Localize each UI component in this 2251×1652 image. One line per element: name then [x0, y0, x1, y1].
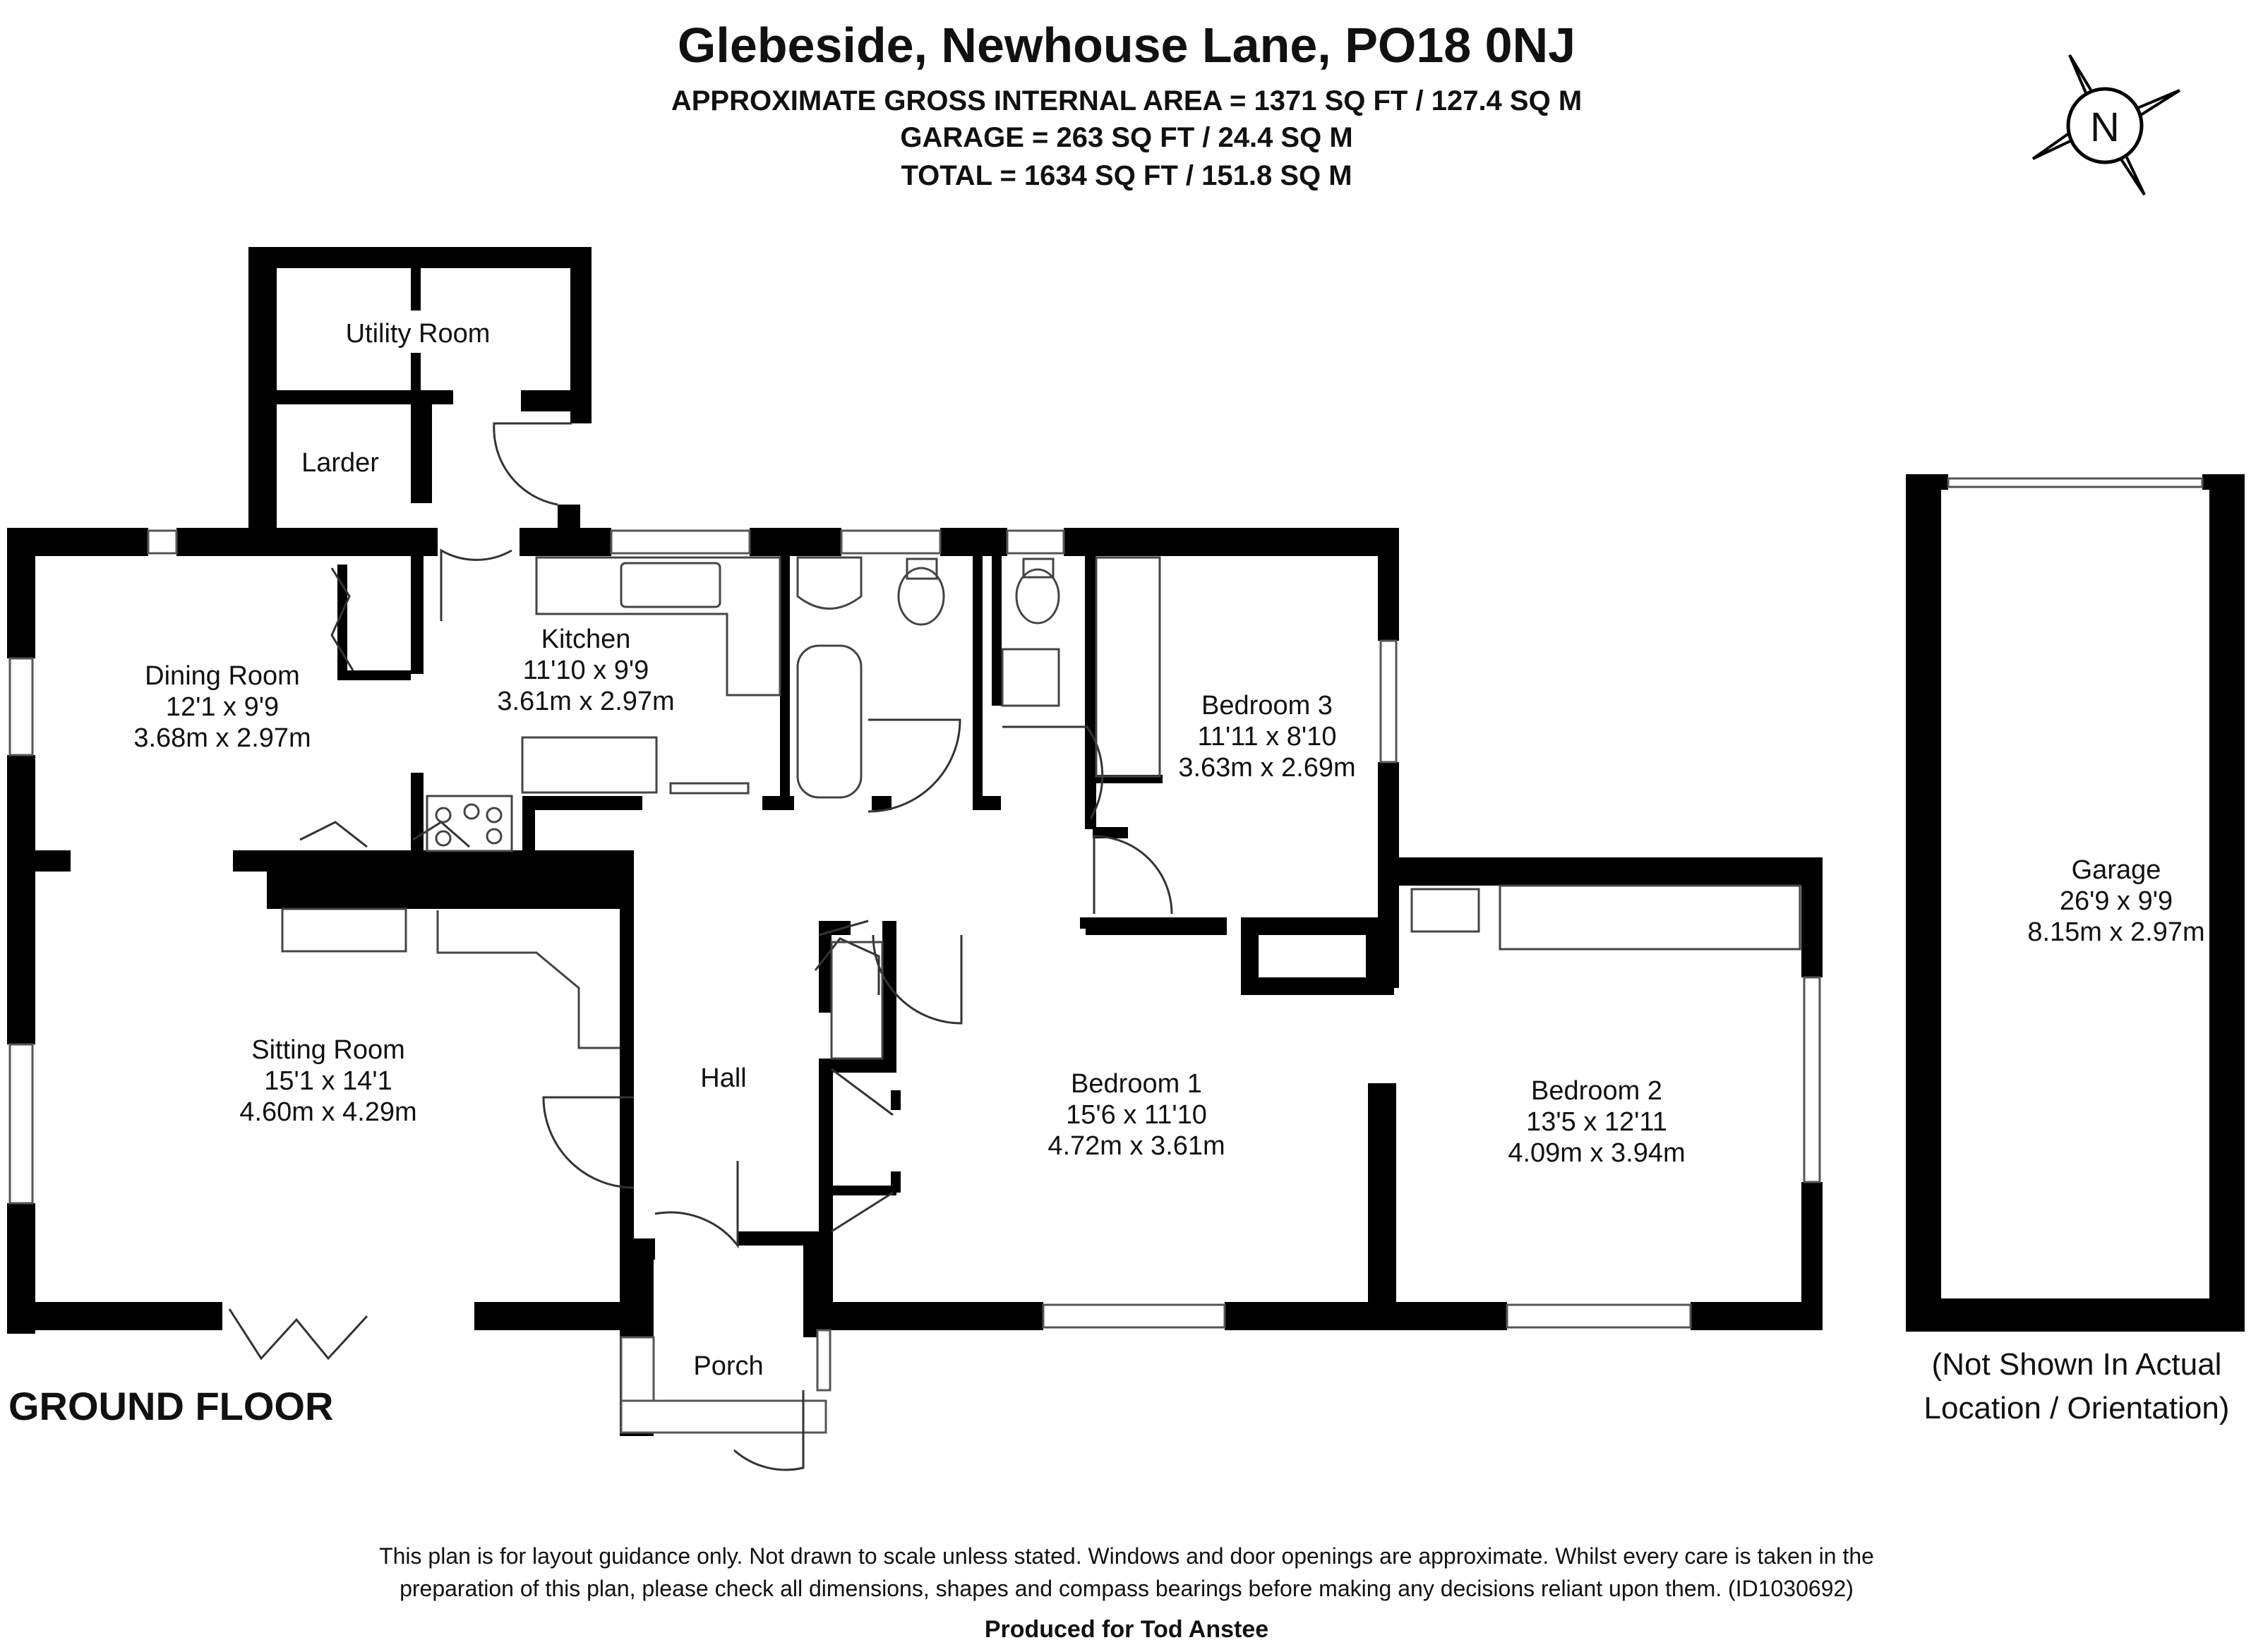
kitchen-sink-icon — [621, 563, 720, 607]
porch-label: Porch — [693, 1351, 764, 1381]
disclaimer-line1: This plan is for layout guidance only. Not drawn to scale unless stated. Windows and door openings are approximate. Whilst every care is taken in the — [379, 1543, 1874, 1569]
walls — [7, 247, 2245, 1436]
sitting-room-metric: 4.60m x 4.29m — [239, 1097, 417, 1127]
produced-for-credit: Produced for Tod Anstee — [984, 1616, 1269, 1643]
kitchen-metric: 3.61m x 2.97m — [497, 687, 675, 716]
floor-label: GROUND FLOOR — [8, 1384, 334, 1428]
bedroom2-imperial: 13'5 x 12'11 — [1526, 1107, 1667, 1137]
garage-area: GARAGE = 263 SQ FT / 24.4 SQ M — [900, 122, 1353, 153]
header — [671, 18, 1582, 191]
garage-label: Garage — [2071, 855, 2161, 885]
utility-room-label: Utility Room — [345, 319, 491, 349]
sitting-room-label: Sitting Room — [251, 1035, 405, 1065]
bedroom1-metric: 4.72m x 3.61m — [1048, 1131, 1225, 1161]
larder-label: Larder — [301, 448, 379, 478]
garage-note-line2: Location / Orientation) — [1923, 1391, 2230, 1425]
page-title: Glebeside, Newhouse Lane, PO18 0NJ — [677, 18, 1576, 73]
bedroom1-label: Bedroom 1 — [1071, 1069, 1202, 1099]
bath-icon — [798, 646, 861, 797]
garage-imperial: 26'9 x 9'9 — [2059, 886, 2173, 916]
dining-room-metric: 3.68m x 2.97m — [133, 723, 311, 753]
garage-note-line1: (Not Shown In Actual — [1931, 1347, 2222, 1382]
hall-label: Hall — [700, 1063, 747, 1093]
total-area: TOTAL = 1634 SQ FT / 151.8 SQ M — [901, 160, 1352, 191]
footer — [379, 1543, 1874, 1643]
bedroom1-imperial: 15'6 x 11'10 — [1066, 1100, 1207, 1130]
kitchen-imperial: 11'10 x 9'9 — [522, 656, 649, 685]
kitchen-label: Kitchen — [541, 625, 631, 654]
bedroom2-label: Bedroom 2 — [1531, 1076, 1662, 1106]
disclaimer-line2: preparation of this plan, please check all dimensions, shapes and compass bearings before making any decisions reliant upon them. (ID1030692) — [400, 1576, 1854, 1601]
dining-room-imperial: 12'1 x 9'9 — [165, 692, 280, 722]
bedroom2-metric: 4.09m x 3.94m — [1508, 1138, 1686, 1168]
bedroom3-metric: 3.63m x 2.69m — [1178, 753, 1356, 783]
compass-north-label: N — [2090, 104, 2120, 150]
gross-internal-area: APPROXIMATE GROSS INTERNAL AREA = 1371 SQ FT / 127.4 SQ M — [671, 85, 1583, 116]
bedroom3-label: Bedroom 3 — [1201, 691, 1333, 721]
bedroom3-imperial: 11'11 x 8'10 — [1197, 722, 1337, 752]
compass-icon — [2033, 55, 2180, 195]
fixtures — [282, 557, 1800, 1059]
sitting-room-imperial: 15'1 x 14'1 — [264, 1066, 392, 1096]
basin-icon — [798, 557, 861, 609]
dining-room-label: Dining Room — [145, 661, 300, 691]
garage-metric: 8.15m x 2.97m — [2027, 917, 2205, 947]
bedroom2-basin-icon — [1412, 889, 1479, 931]
